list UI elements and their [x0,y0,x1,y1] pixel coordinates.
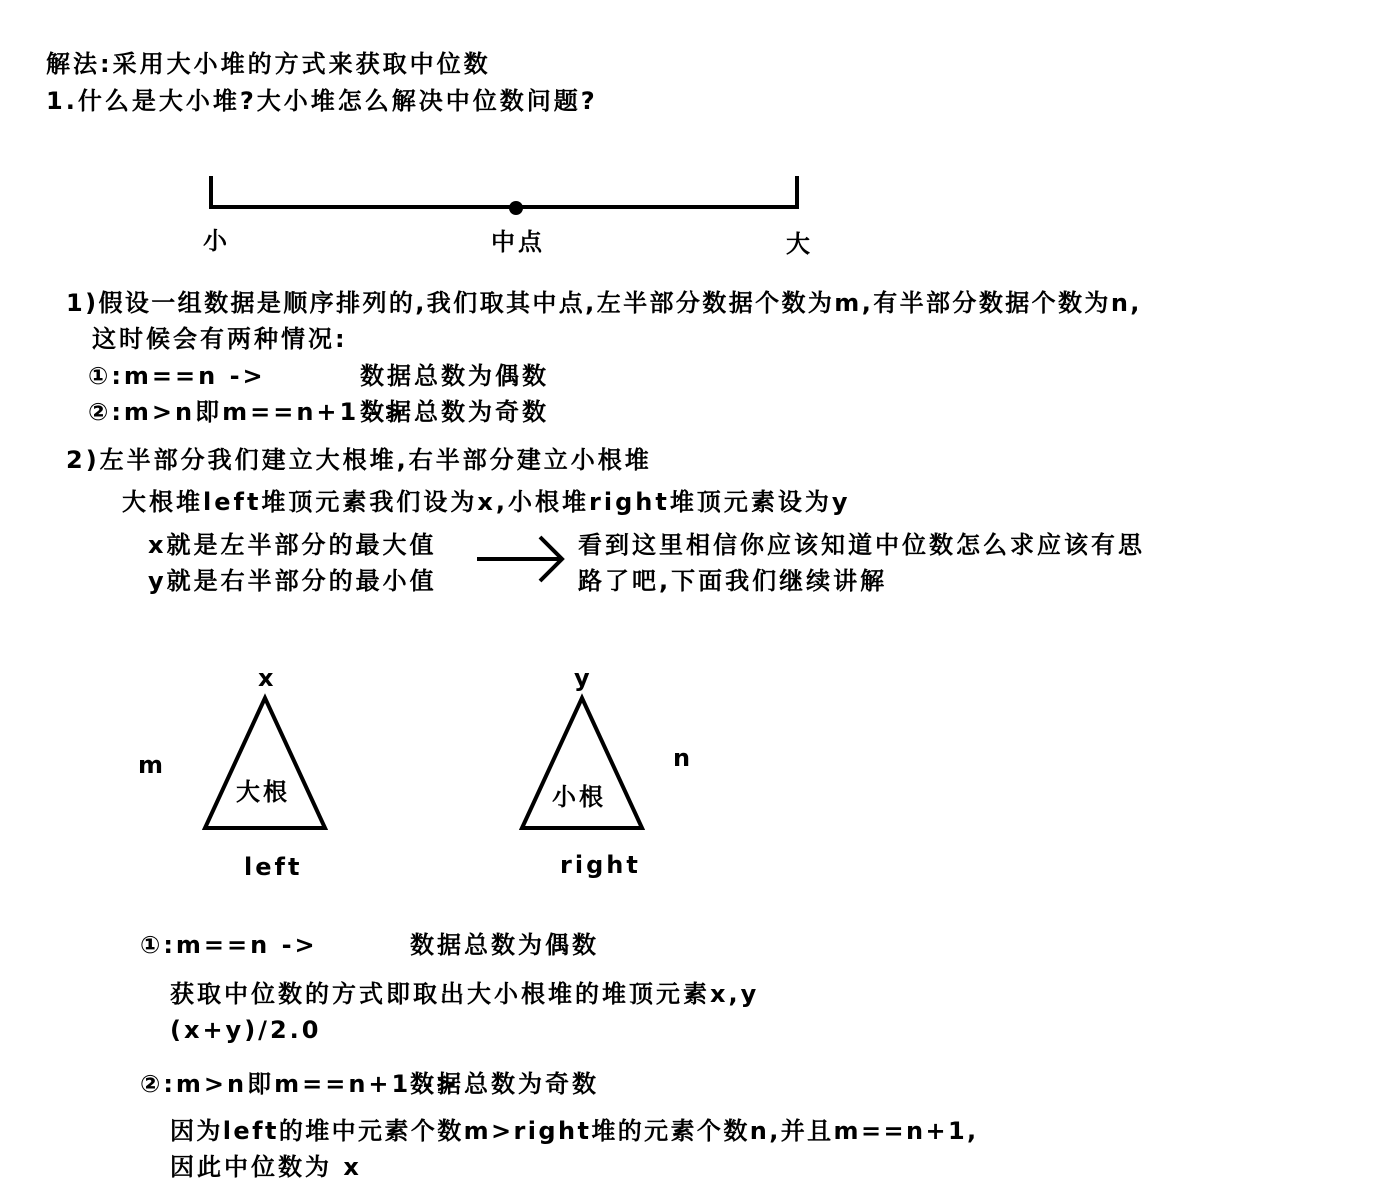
y-description: y就是右半部分的最小值 [148,567,437,595]
max-heap-triangle [205,698,325,828]
min-heap-size-label: n [673,744,691,772]
number-line-mid-label: 中点 [491,228,545,256]
section2-top-elements: 大根堆left堆顶元素我们设为x,小根堆right堆顶元素设为y [122,488,851,516]
conclusion-case1-formula: (x+y)/2.0 [170,1016,322,1044]
min-heap-name: right [560,851,641,879]
section1-case1-result: 数据总数为偶数 [360,362,549,390]
min-heap-top-label: y [574,664,590,692]
conclusion-case1-result: 数据总数为偶数 [410,931,599,959]
conclusion-case2-reason: 因为left的堆中元素个数m>right堆的元素个数n,并且m==n+1, [170,1117,979,1145]
number-line-midpoint [509,201,523,215]
hint-line-2: 路了吧,下面我们继续讲解 [578,567,888,595]
right-arrow [477,537,562,581]
x-description: x就是左半部分的最大值 [148,531,437,559]
number-line-large-label: 大 [786,230,813,258]
section1-case1-condition: ①:m==n -> [88,362,266,390]
heading-question: 1.什么是大小堆?大小堆怎么解决中位数问题? [46,87,598,115]
conclusion-case2-condition: ②:m>n即m==n+1 -> [140,1070,459,1098]
max-heap-inner-label: 大根 [236,778,290,806]
section1-assumption: 1)假设一组数据是顺序排列的,我们取其中点,左半部分数据个数为m,有半部分数据个数为n, [66,289,1142,317]
hint-line-1: 看到这里相信你应该知道中位数怎么求应该有思 [578,531,1145,559]
heading-title: 解法:采用大小堆的方式来获取中位数 [46,50,491,78]
conclusion-case1-method: 获取中位数的方式即取出大小根堆的堆顶元素x,y [170,980,760,1008]
conclusion-case2-result: 数据总数为奇数 [410,1070,599,1098]
section1-two-cases: 这时候会有两种情况: [92,325,348,353]
max-heap-top-label: x [258,664,274,692]
section2-heap-setup: 2)左半部分我们建立大根堆,右半部分建立小根堆 [66,446,652,474]
section1-case2-result: 数据总数为奇数 [360,398,549,426]
conclusion-case2-answer: 因此中位数为 x [170,1153,362,1181]
section1-case2-condition: ②:m>n即m==n+1 -> [88,398,407,426]
conclusion-case1-condition: ①:m==n -> [140,931,318,959]
min-heap-inner-label: 小根 [552,783,606,811]
max-heap-name: left [244,853,303,881]
number-line [210,176,798,215]
number-line-small-label: 小 [203,227,230,255]
max-heap-size-label: m [138,751,164,779]
